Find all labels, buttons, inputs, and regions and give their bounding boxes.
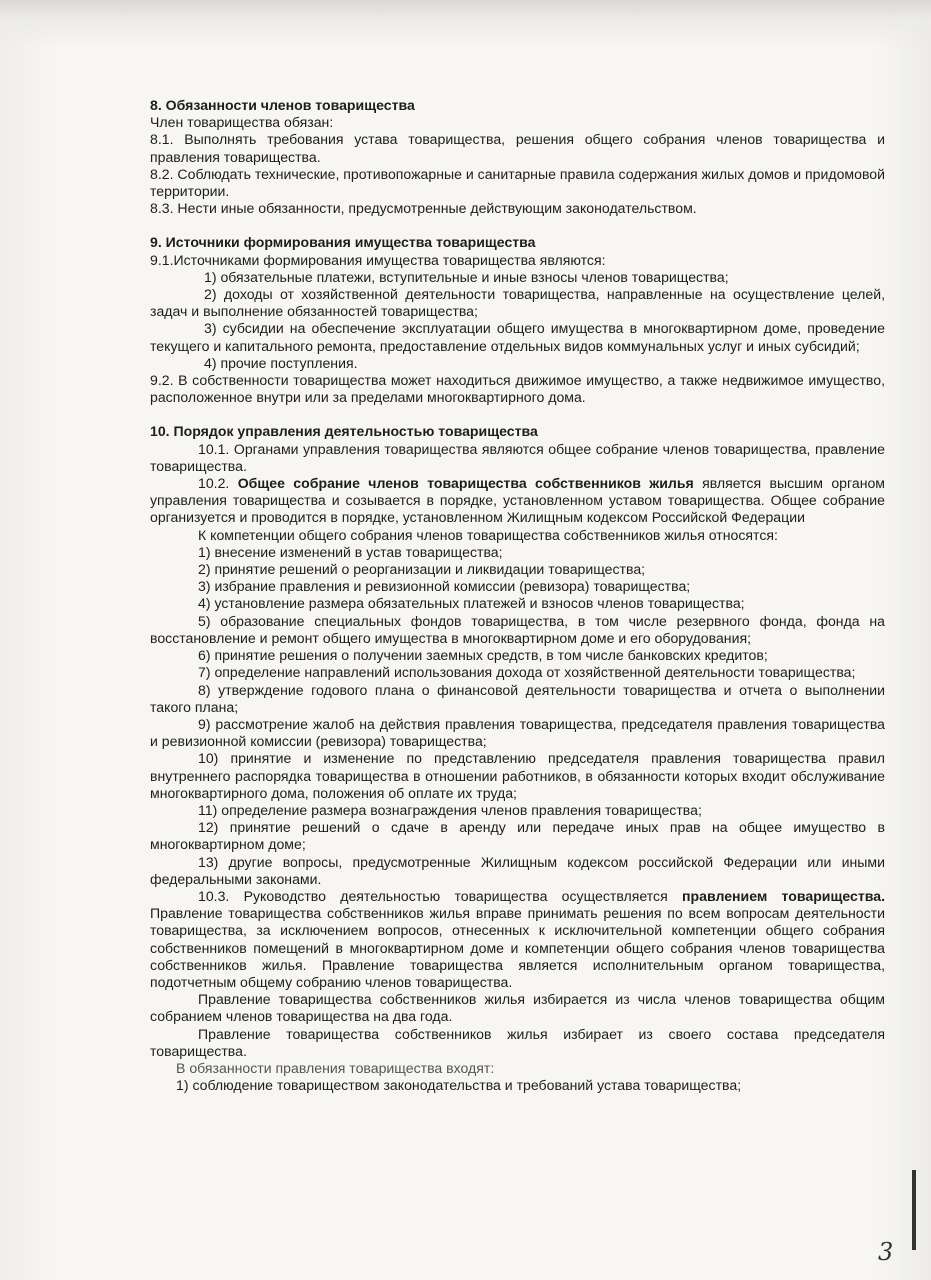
clause-10-3 xyxy=(150,888,885,991)
competence-item-4: 4) установление размера обязательных платежей и взносов членов товарищества; xyxy=(198,595,745,612)
scan-edge-mark xyxy=(912,1170,916,1250)
clause-10-2 xyxy=(150,475,885,527)
clause-9-1-item-4: 4) прочие поступления. xyxy=(204,354,358,371)
board-election: Правление товарищества собственников жилья избирается из числа членов товарищества общим собранием членов товарищества на два года. xyxy=(150,991,885,1025)
competence-item-6: 6) принятие решения о получении заемных средств, в том числе банковских кредитов; xyxy=(198,647,768,664)
competence-item-12: 12) принятие решений о сдаче в аренду или передаче иных прав на общее имущество в многоквартирном доме; xyxy=(150,819,885,853)
competence-item-2: 2) принятие решений о реорганизации и ликвидации товарищества; xyxy=(198,561,646,578)
clause-8-1: 8.1. Выполнять требования устава товарищества, решения общего собрания членов товарищества и правления товарищества. xyxy=(150,131,885,165)
competence-item-11: 11) определение размера вознаграждения членов правления товарищества; xyxy=(198,801,702,818)
competence-item-1: 1) внесение изменений в устав товарищества; xyxy=(198,543,503,560)
competence-item-13: 13) другие вопросы, предусмотренные Жилищным кодексом российской Федерации или иными федеральными законами. xyxy=(150,853,885,887)
competence-intro: К компетенции общего собрания членов товарищества собственников жилья относятся: xyxy=(198,526,778,543)
clause-10-2-number: 10.2. xyxy=(198,475,230,492)
clause-10-3-bold: правлением товарищества. xyxy=(682,887,885,904)
competence-item-5: 5) образование специальных фондов товарищества, в том числе резервного фонда, фонда на восстановление и ремонт общего имущества в многоквартирном доме и его оборудования; xyxy=(150,612,885,646)
competence-item-8: 8) утверждение годового плана о финансовой деятельности товарищества и отчета о выполнении такого плана; xyxy=(150,681,885,715)
competence-item-3: 3) избрание правления и ревизионной комиссии (ревизора) товарищества; xyxy=(198,578,691,595)
clause-9-1-item-3: 3) субсидии на обеспечение эксплуатации общего имущества в многоквартирном доме, проведение текущего и капитального ремонта, предоставление отдельных видов коммунальных услуг и иных субсидий; xyxy=(150,320,885,354)
competence-item-7: 7) определение направлений использования дохода от хозяйственной деятельности товарищества; xyxy=(198,664,856,681)
clause-10-2-bold: Общее собрание членов товарищества собственников жилья xyxy=(237,475,694,492)
competence-item-9: 9) рассмотрение жалоб на действия правления товарищества, председателя правления товарищества и ревизионной комиссии (ревизора) товарищества; xyxy=(150,715,885,750)
clause-10-3-start: 10.3. Руководство деятельностью товарищества осуществляется xyxy=(198,887,682,904)
scan-top-edge xyxy=(0,0,931,48)
clause-10-3-text: Правление товарищества собственников жилья вправе принимать решения по всем вопросам деятельности товарищества, за исключением вопросов, отнесенных к исключительной компетенции общего собрания собственников помещений в многоквартирном доме и компетенции общего собрания членов товарищества собственников жилья. Правление товарищества является исполнительным органом товарищества, подотчетным общему собранию членов товарищества. xyxy=(150,905,885,990)
document-body xyxy=(150,97,885,1094)
competence-item-10: 10) принятие и изменение по представлению председателя правления товарищества правил внутреннего распорядка товарищества в отношении работников, в обязанности которых входит обслуживание многоквартирного дома, положения об оплате их труда; xyxy=(150,750,885,801)
section-8-title: 8. Обязанности членов товарищества xyxy=(150,97,415,113)
clause-8-3: 8.3. Нести иные обязанности, предусмотренные действующим законодательством. xyxy=(150,200,697,217)
clause-10-1: 10.1. Органами управления товарищества являются общее собрание членов товарищества, правление товарищества. xyxy=(150,440,885,474)
board-duty-1: 1) соблюдение товариществом законодательства и требований устава товарищества; xyxy=(176,1077,742,1094)
clause-10-2-text: является высшим органом управления товарищества и созывается в порядке, установленном уставом товарищества. Общее собрание организуется и проводится в порядке, установленном Жилищным кодексом Российской Федерации xyxy=(150,475,886,526)
section-9-title: 9. Источники формирования имущества товарищества xyxy=(150,234,536,251)
clause-8-2: 8.2. Соблюдать технические, противопожарные и санитарные правила содержания жилых домов и придомовой территории. xyxy=(150,165,885,200)
clause-9-1-item-1: 1) обязательные платежи, вступительные и иные взносы членов товарищества; xyxy=(204,268,729,285)
clause-9-2: 9.2. В собственности товарищества может находиться движимое имущество, а также недвижимое имущество, расположенное внутри или за пределами многоквартирного дома. xyxy=(150,372,885,406)
section-10-title: 10. Порядок управления деятельностью товарищества xyxy=(150,423,538,440)
board-duties-intro: В обязанности правления товарищества входят: xyxy=(176,1059,495,1076)
clause-9-1-item-2: 2) доходы от хозяйственной деятельности товарищества, направленные на осуществление целей, задач и выполнение обязанностей товарищества; xyxy=(150,286,885,320)
clause-9-1: 9.1.Источниками формирования имущества товарищества являются: xyxy=(150,251,606,268)
section-8-intro: Член товарищества обязан: xyxy=(150,114,334,131)
board-chairman: Правление товарищества собственников жилья избирает из своего состава председателя товарищества. xyxy=(150,1025,885,1059)
page-number: 3 xyxy=(878,1238,894,1266)
